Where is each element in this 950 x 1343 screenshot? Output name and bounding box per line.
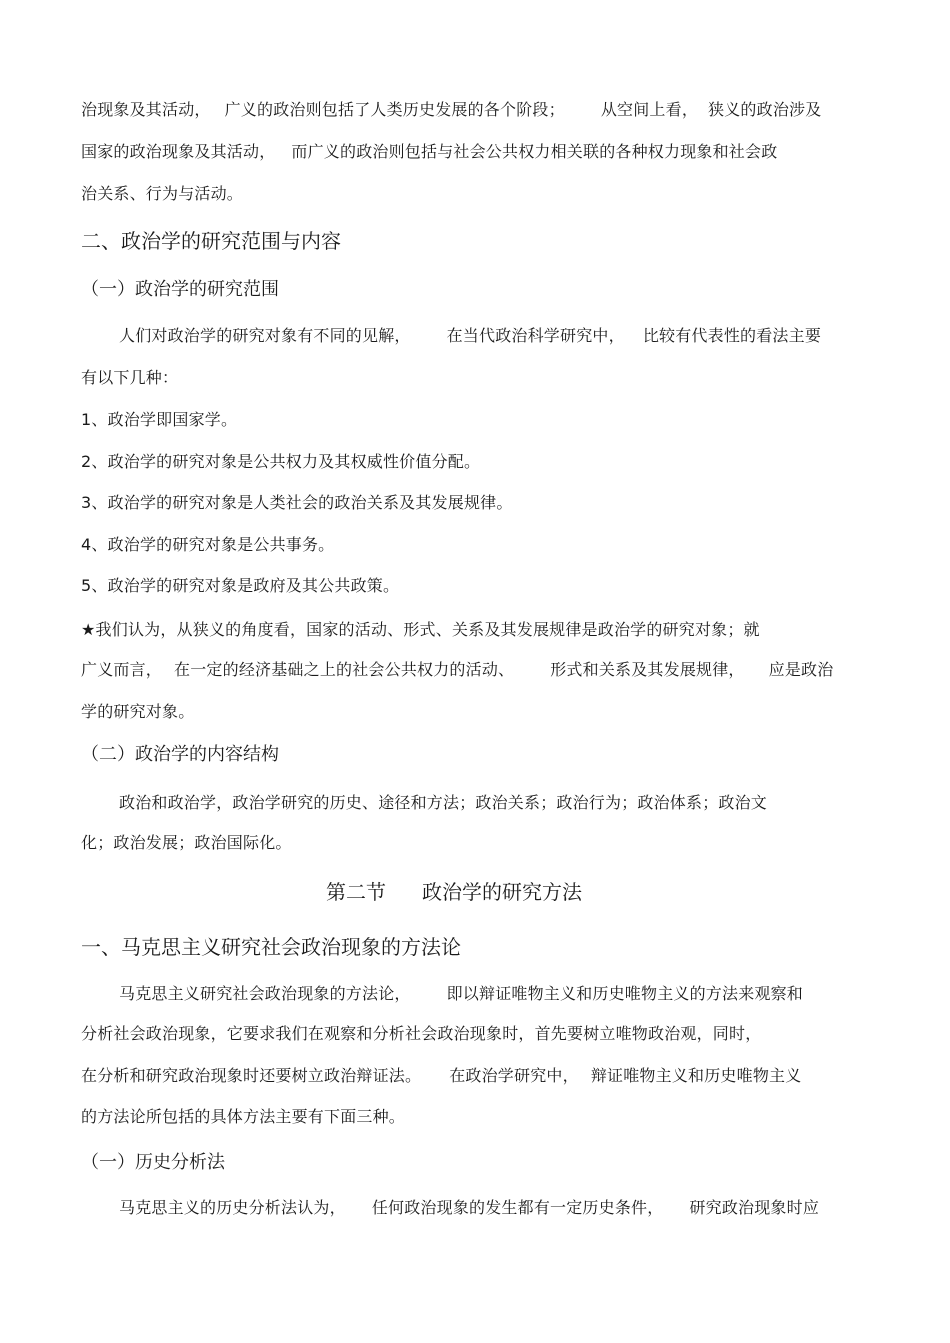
view-item-3: 3、政治学的研究对象是人类社会的政治关系及其发展规律。 [81,493,513,512]
method-paragraph-line-2: 分析社会政治现象，它要求我们在观察和分析社会政治现象时，首先要树立唯物政治观，同时， [81,1024,762,1043]
method-paragraph-line-3: 在分析和研究政治现象时还要树立政治辩证法。 在政治学研究中， 辩证唯物主义和历史唯物主义 [81,1066,802,1085]
star-paragraph-line-2: 广义而言， 在一定的经济基础之上的社会公共权力的活动、 形式和关系及其发展规律， 应是政治 [81,660,834,679]
view-item-5: 5、政治学的研究对象是政府及其公共政策。 [81,576,400,595]
subheading-research-scope: （一）政治学的研究范围 [81,279,279,300]
section-heading-methodology: 一、马克思主义研究社会政治现象的方法论 [81,935,461,959]
subheading-content-structure: （二）政治学的内容结构 [81,744,279,765]
top-paragraph-line-2: 国家的政治现象及其活动， 而广义的政治则包括与社会公共权力相关联的各种权力现象和社会政 [81,142,778,161]
history-paragraph-line-1: 马克思主义的历史分析法认为， 任何政治现象的发生都有一定历史条件， 研究政治现象时应 [119,1198,820,1217]
section-title: 第二节 政治学的研究方法 [326,880,582,904]
top-paragraph-line-1: 治现象及其活动， 广义的政治则包括了人类历史发展的各个阶段； 从空间上看， 狭义的政治涉及 [81,100,822,119]
scope-intro-line-1: 人们对政治学的研究对象有不同的见解， 在当代政治科学研究中， 比较有代表性的看法主要 [119,326,822,345]
subheading-historical-analysis: （一）历史分析法 [81,1152,225,1173]
method-paragraph-line-4: 的方法论所包括的具体方法主要有下面三种。 [81,1107,406,1126]
scope-intro-line-2: 有以下几种： [81,368,179,387]
content-structure-line-2: 化；政治发展；政治国际化。 [81,833,292,852]
section-heading-scope-content: 二、政治学的研究范围与内容 [81,229,341,253]
view-item-2: 2、政治学的研究对象是公共权力及其权威性价值分配。 [81,452,481,471]
view-item-4: 4、政治学的研究对象是公共事务。 [81,535,335,554]
star-paragraph-line-3: 学的研究对象。 [81,702,195,721]
content-structure-line-1: 政治和政治学，政治学研究的历史、途径和方法；政治关系；政治行为；政治体系；政治文 [119,793,768,812]
star-paragraph-line-1: ★我们认为，从狭义的角度看，国家的活动、形式、关系及其发展规律是政治学的研究对象；就 [81,620,760,639]
top-paragraph-line-3: 治关系、行为与活动。 [81,184,244,203]
method-paragraph-line-1: 马克思主义研究社会政治现象的方法论， 即以辩证唯物主义和历史唯物主义的方法来观察和 [119,984,804,1003]
view-item-1: 1、政治学即国家学。 [81,410,238,429]
